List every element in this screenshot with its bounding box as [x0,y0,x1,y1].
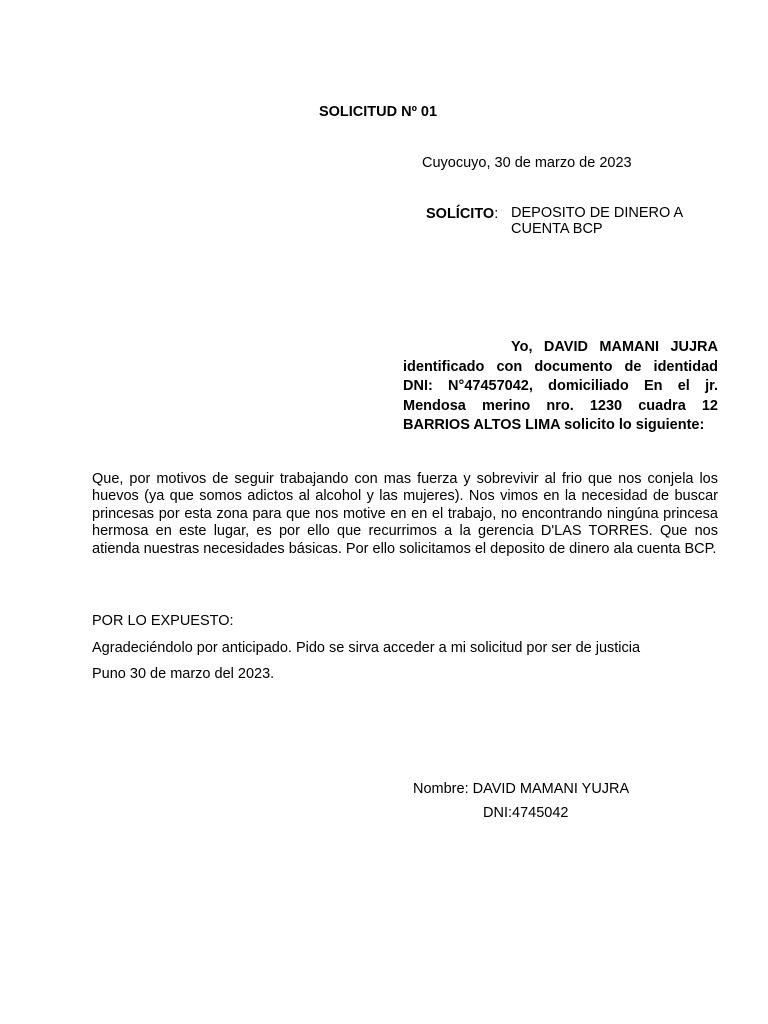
closing-place-date: Puno 30 de marzo del 2023. [92,666,275,682]
place-date: Cuyocuyo, 30 de marzo de 2023 [422,155,632,171]
por-lo-expuesto: POR LO EXPUESTO: [92,613,234,629]
applicant-paragraph: Yo, DAVID MAMANI JUJRA identificado con documento de identidad DNI: N°47457042, domiciliado En el jr. Mendosa merino nro. 1230 cuadra 12 BARRIOS ALTOS LIMA solicito lo siguiente: [403,339,718,434]
signature-name: Nombre: DAVID MAMANI YUJRA [413,781,630,797]
solicito-label: SOLÍCITO [426,206,495,222]
body-paragraph: Que, por motivos de seguir trabajando con mas fuerza y sobrevivir al frio que nos conjela los huevos (ya que somos adictos al alcohol y las mujeres). Nos vimos en la necesidad de buscar princesas por esta zona para que nos motive en en el trabajo, no encontrando ningúna princesa hermosa en este lugar, es por ello que recurrimos a la gerencia D'LAS TORRES. Que nos atienda nuestras necesidades básicas. Por ello solicitamos el deposito de dinero ala cuenta BCP. [92,471,718,557]
document-title: SOLICITUD Nº 01 [318,104,438,120]
solicito-colon: : [494,206,499,222]
signature-dni: DNI:4745042 [483,805,569,821]
acknowledgement-line: Agradeciéndolo por anticipado. Pido se sirva acceder a mi solicitud por ser de justicia [92,640,641,656]
solicito-text: DEPOSITO DE DINERO A CUENTA BCP [511,205,683,237]
solicito-label-wrapper [426,205,498,223]
